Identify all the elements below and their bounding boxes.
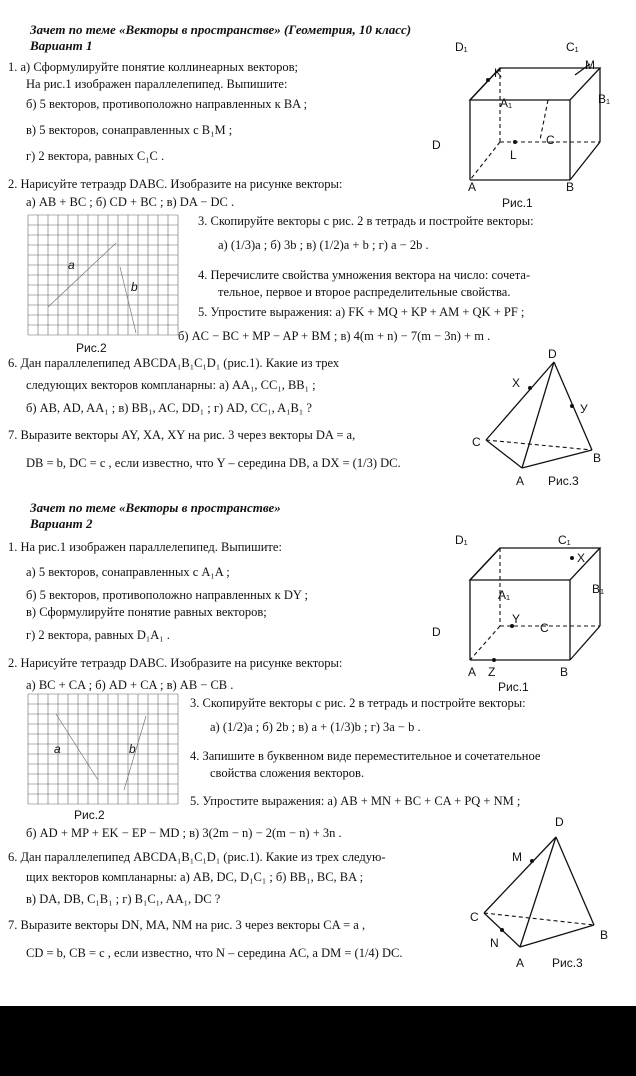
v1-cube-label-C1: C₁ <box>566 40 579 54</box>
v1-tetra-label-Y: У <box>580 402 588 416</box>
v1-q2-line2: а) AB + BC ; б) CD + BC ; в) DA − DC . <box>26 195 235 209</box>
v2-cube-label-Z: Z <box>488 665 496 679</box>
v1-cube-label-C: C <box>546 133 555 147</box>
v1-q1-line4: в) 5 векторов, сонаправленных с B₁M ; <box>26 123 233 137</box>
v1-q5-line1: 5. Упростите выражения: а) FK + MQ + KP + AM + QK + PF ; <box>198 305 525 319</box>
v2-tetra-label-N: N <box>490 936 499 950</box>
v1-tetra-label-B: B <box>593 451 602 465</box>
v1-cube-label-A: A <box>468 180 477 194</box>
v2-tetra-label-M: M <box>512 850 522 864</box>
v1-q6-line3: б) AB, AD, AA₁ ; в) BB₁, AC, DD₁ ; г) AD, CC₁, A₁B₁ ? <box>26 401 312 415</box>
v1-variant: Вариант 1 <box>30 38 93 53</box>
v1-cube-label-K: K <box>494 66 503 80</box>
v2-variant: Вариант 2 <box>30 516 93 531</box>
v1-q4-line1: 4. Перечислите свойства умножения вектора на число: сочета- <box>198 268 531 282</box>
v1-q7-line1: 7. Выразите векторы AY, XA, XY на рис. 3 через векторы DA = a, <box>8 428 356 442</box>
v2-tetra-label-A: A <box>516 956 525 970</box>
v2-q2-line1: 2. Нарисуйте тетраэдр DABC. Изобразите на рисунке векторы: <box>8 656 343 670</box>
v1-tetrahedron-figure <box>470 350 610 480</box>
v2-tetra-label-D: D <box>555 815 564 829</box>
v2-cube-label-B: B <box>560 665 569 679</box>
v2-q1-line2: а) 5 векторов, сонаправленных с A₁A ; <box>26 565 230 579</box>
v1-header: Зачет по теме «Векторы в пространстве» (Геометрия, 10 класс) <box>30 22 412 37</box>
v2-cube-label-D: D <box>432 625 441 639</box>
v1-cube-label-M: M <box>585 58 595 72</box>
v1-q1-line2: На рис.1 изображен параллелепипед. Выпишите: <box>26 77 288 91</box>
v2-q6-line1: 6. Дан параллелепипед ABCDA₁B₁C₁D₁ (рис.1). Какие из трех следую- <box>8 850 386 864</box>
v1-tetra-label-X: X <box>512 376 521 390</box>
v2-q5-line1: 5. Упростите выражения: а) AB + MN + BC + CA + PQ + NM ; <box>190 794 521 808</box>
v1-vector-grid-figure <box>28 215 178 335</box>
v2-cube-label-C1: C₁ <box>558 533 571 547</box>
v1-grid-label-a: a <box>68 258 75 272</box>
v2-parallelepiped-figure <box>440 530 620 690</box>
v2-cube-label-A: A <box>468 665 477 679</box>
v2-cube-label-X: X <box>577 551 586 565</box>
v1-q3-line2: а) (1/3)a ; б) 3b ; в) (1/2)a + b ; г) a − 2b . <box>218 238 429 252</box>
v1-cube-label-B1: B₁ <box>598 92 611 106</box>
v2-header: Зачет по теме «Векторы в пространстве» <box>30 500 281 515</box>
v1-tetra-label-D: D <box>548 347 557 361</box>
v1-grid-label-b: b <box>131 280 138 294</box>
v1-fig1-caption: Рис.1 <box>502 196 533 210</box>
v2-cube-label-Y: Y <box>512 612 521 626</box>
v2-fig1-caption: Рис.1 <box>498 680 529 694</box>
v1-fig3-caption: Рис.3 <box>548 474 579 488</box>
v1-q3-line1: 3. Скопируйте векторы с рис. 2 в тетрадь и постройте векторы: <box>198 214 534 228</box>
v2-q1-line5: г) 2 вектора, равных D₁A₁ . <box>26 628 170 642</box>
v1-cube-label-D: D <box>432 138 441 152</box>
v2-cube-label-C: C <box>540 621 549 635</box>
v2-vector-grid-figure <box>28 694 178 809</box>
v1-q2-line1: 2. Нарисуйте тетраэдр DABC. Изобразите на рисунке векторы: <box>8 177 343 191</box>
v2-q4-line1: 4. Запишите в буквенном виде переместительное и сочетательное <box>190 749 541 763</box>
v2-tetra-label-B: B <box>600 928 609 942</box>
v1-q1-line5: г) 2 вектора, равных C₁C . <box>26 149 165 163</box>
v2-grid-label-a: a <box>54 742 61 756</box>
v2-q6-line2: щих векторов компланарны: а) AB, DC, D₁C₁ ; б) BB₁, BC, BA ; <box>26 870 364 884</box>
v2-q2-line2: а) BC + CA ; б) AD + CA ; в) AB − CB . <box>26 678 234 692</box>
v2-cube-label-A1: A₁ <box>498 588 511 602</box>
v2-q7-line1: 7. Выразите векторы DN, MA, NM на рис. 3 через векторы CA = a , <box>8 918 366 932</box>
v1-q6-line2: следующих векторов компланарны: а) AA₁, CC₁, BB₁ ; <box>26 378 316 392</box>
v2-q1-line1: 1. На рис.1 изображен параллелепипед. Выпишите: <box>8 540 282 554</box>
v2-q5-line2: б) AD + MP + EK − EP − MD ; в) 3(2m − n) − 2(m − n) + 3n . <box>26 826 342 840</box>
v2-q3-line1: 3. Скопируйте векторы с рис. 2 в тетрадь и постройте векторы: <box>190 696 526 710</box>
v1-cube-label-D1: D₁ <box>455 40 468 54</box>
v2-fig3-caption: Рис.3 <box>552 956 583 970</box>
v1-tetra-label-A: A <box>516 474 525 488</box>
v2-q1-line4: в) Сформулируйте понятие равных векторов; <box>26 605 267 619</box>
v1-cube-label-A1: A₁ <box>500 96 513 110</box>
v2-q4-line2: свойства сложения векторов. <box>210 766 365 780</box>
v2-q6-line3: в) DA, DB, C₁B₁ ; г) B₁C₁, AA₁, DC ? <box>26 892 221 906</box>
v1-q6-line1: 6. Дан параллелепипед ABCDA₁B₁C₁D₁ (рис.1). Какие из трех <box>8 356 340 370</box>
v1-fig2-caption: Рис.2 <box>76 341 107 355</box>
v2-tetra-label-C: C <box>470 910 479 924</box>
v1-q1-line3: б) 5 векторов, противоположно направленных к BA ; <box>26 97 308 111</box>
v2-q7-line2: CD = b, CB = c , если известно, что N – середина AC, а DM = (1/4) DC. <box>26 946 403 960</box>
v2-cube-label-D1: D₁ <box>455 533 468 547</box>
v1-cube-label-B: B <box>566 180 575 194</box>
v1-q4-line2: тельное, первое и второе распределительные свойства. <box>218 285 511 299</box>
v2-fig2-caption: Рис.2 <box>74 808 105 822</box>
v2-q3-line2: а) (1/2)a ; б) 2b ; в) a + (1/3)b ; г) 3a − b . <box>210 720 421 734</box>
v1-cube-label-L: L <box>510 148 517 162</box>
v1-q7-line2: DB = b, DC = c , если известно, что Y – середина DB, а DX = (1/3) DC. <box>26 456 401 470</box>
v2-cube-label-B1: B₁ <box>592 582 605 596</box>
v2-grid-label-b: b <box>129 742 136 756</box>
v1-tetra-label-C: C <box>472 435 481 449</box>
v1-q1-line1: 1. а) Сформулируйте понятие коллинеарных векторов; <box>8 60 299 74</box>
v1-q5-line2: б) AC − BC + MP − AP + BM ; в) 4(m + n) − 7(m − 3n) + m . <box>178 329 491 343</box>
v2-q1-line3: б) 5 векторов, противоположно направленных к DY ; <box>26 588 309 602</box>
